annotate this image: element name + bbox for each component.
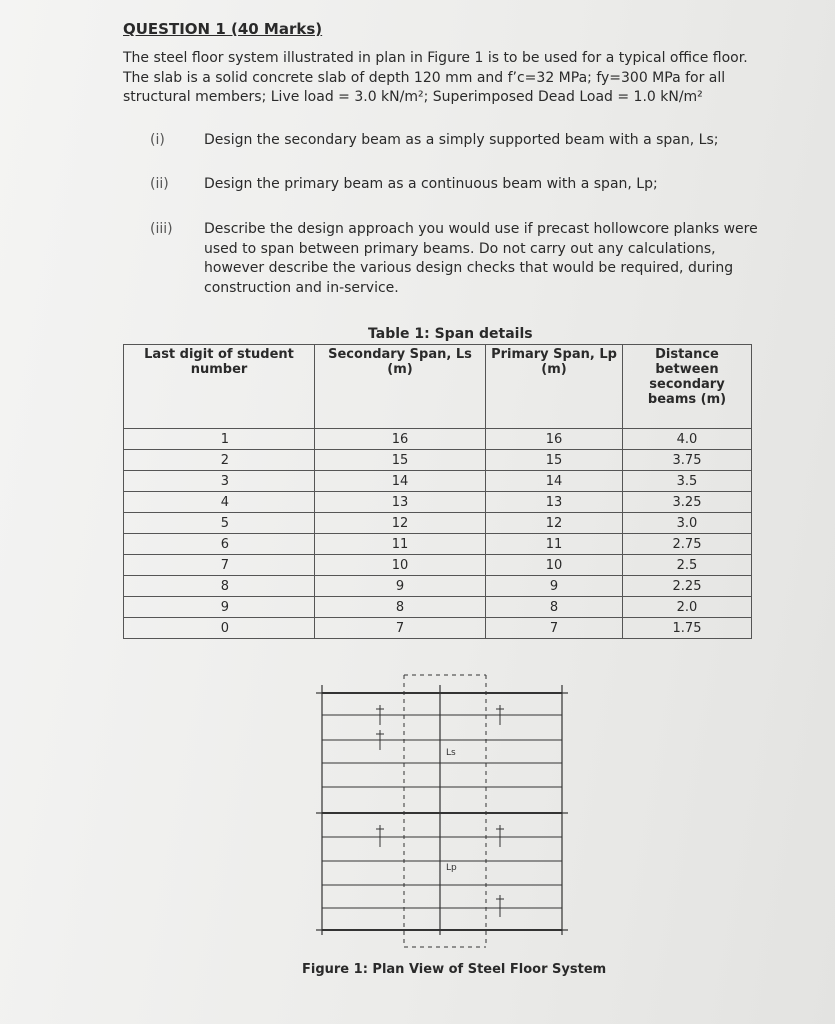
table-cell: 7 xyxy=(124,555,315,576)
table-cell: 8 xyxy=(315,597,486,618)
intro-line: structural members; Live load = 3.0 kN/m²; Superimposed Dead Load = 1.0 kN/m² xyxy=(123,89,703,105)
table-cell: 1.75 xyxy=(623,618,752,639)
table-cell: 3.25 xyxy=(623,492,752,513)
intro-line: The slab is a solid concrete slab of depth 120 mm and f’c=32 MPa; fy=300 MPa for all xyxy=(123,69,726,86)
question-intro xyxy=(123,49,753,108)
table-cell: 3.75 xyxy=(623,450,752,471)
header-beam-spacing: Distance between secondary beams (m) xyxy=(623,345,752,429)
figure-caption: Figure 1: Plan View of Steel Floor System xyxy=(302,962,607,977)
part-text: Design the primary beam as a continuous beam with a span, Lp; xyxy=(204,176,658,192)
table-cell: 15 xyxy=(486,450,623,471)
table-row xyxy=(124,471,752,492)
table-cell: 6 xyxy=(124,534,315,555)
table-row xyxy=(124,597,752,618)
table-row xyxy=(124,429,752,450)
table-cell: 2.25 xyxy=(623,576,752,597)
part-text: Design the secondary beam as a simply supported beam with a span, Ls; xyxy=(204,132,719,148)
table-cell: 1 xyxy=(124,429,315,450)
table-cell: 9 xyxy=(486,576,623,597)
table-cell: 2 xyxy=(124,450,315,471)
table-cell: 8 xyxy=(124,576,315,597)
table-cell: 5 xyxy=(124,513,315,534)
table-title: Table 1: Span details xyxy=(368,326,533,342)
column-symbol xyxy=(434,685,446,935)
table-cell: 11 xyxy=(486,534,623,555)
table-row xyxy=(124,450,752,471)
table-cell: 11 xyxy=(315,534,486,555)
table-row xyxy=(124,492,752,513)
table-row xyxy=(124,576,752,597)
table-cell: 3 xyxy=(124,471,315,492)
table-cell: 13 xyxy=(315,492,486,513)
header-student-digit: Last digit of student number xyxy=(124,345,315,429)
table-cell: 13 xyxy=(486,492,623,513)
table-cell: 10 xyxy=(486,555,623,576)
label-ls: Ls xyxy=(446,748,456,758)
table-row xyxy=(124,555,752,576)
floor-plan-figure xyxy=(300,665,590,955)
label-lp: Lp xyxy=(446,863,457,873)
table-cell: 9 xyxy=(124,597,315,618)
secondary-beams xyxy=(322,715,562,908)
table-cell: 2.75 xyxy=(623,534,752,555)
header-primary-span: Primary Span, Lp (m) xyxy=(486,345,623,429)
table-cell: 2.0 xyxy=(623,597,752,618)
part-text: Describe the design approach you would use if precast hollowcore planks were used to span between primary beams. Do not carry out any calculations, however describe the various design checks that would be required, during construction and in-service. xyxy=(204,221,758,296)
part-number: (i) xyxy=(150,132,165,148)
table-cell: 16 xyxy=(486,429,623,450)
table-cell: 12 xyxy=(315,513,486,534)
table-cell: 0 xyxy=(124,618,315,639)
table-cell: 4 xyxy=(124,492,315,513)
table-row xyxy=(124,534,752,555)
header-secondary-span: Secondary Span, Ls (m) xyxy=(315,345,486,429)
table-row xyxy=(124,513,752,534)
intro-line: The steel floor system illustrated in plan in Figure 1 is to be used for a typical office floor. xyxy=(123,50,748,66)
column-symbol xyxy=(556,685,568,935)
part-number: (ii) xyxy=(150,176,169,192)
table-cell: 14 xyxy=(315,471,486,492)
part-number: (iii) xyxy=(150,221,173,237)
table-cell: 7 xyxy=(315,618,486,639)
table-cell: 10 xyxy=(315,555,486,576)
table-cell: 8 xyxy=(486,597,623,618)
span-details-table xyxy=(123,344,752,639)
question-title: QUESTION 1 (40 Marks) xyxy=(123,20,323,38)
table-cell: 9 xyxy=(315,576,486,597)
table-cell: 3.0 xyxy=(623,513,752,534)
gridlines xyxy=(404,675,486,947)
table-cell: 4.0 xyxy=(623,429,752,450)
column-symbol xyxy=(316,685,328,935)
table-cell: 14 xyxy=(486,471,623,492)
table-cell: 3.5 xyxy=(623,471,752,492)
table-cell: 12 xyxy=(486,513,623,534)
table-cell: 2.5 xyxy=(623,555,752,576)
table-row xyxy=(124,618,752,639)
table-cell: 16 xyxy=(315,429,486,450)
table-cell: 7 xyxy=(486,618,623,639)
table-cell: 15 xyxy=(315,450,486,471)
